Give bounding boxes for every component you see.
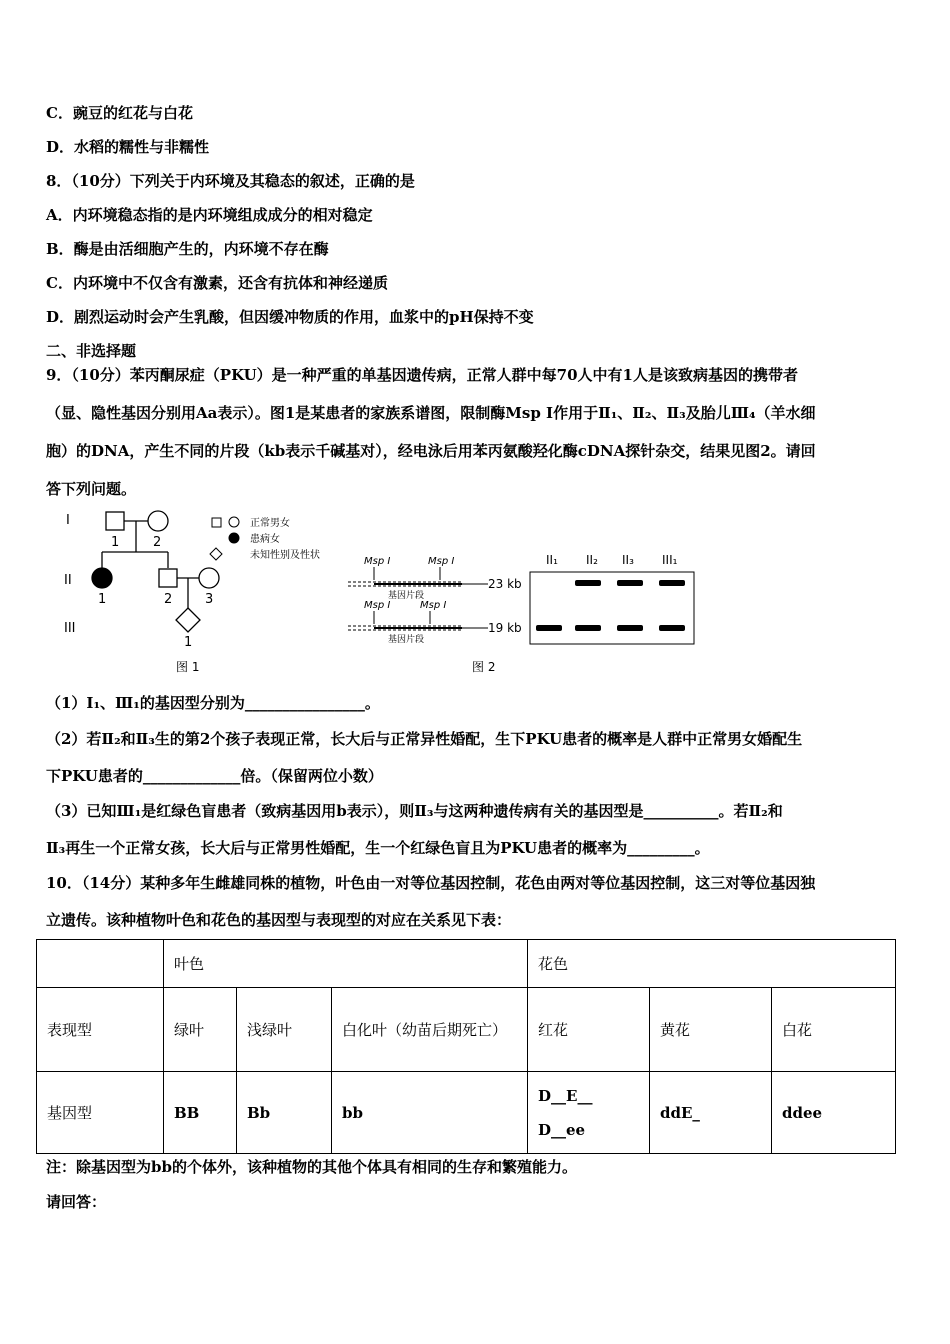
ii2-male-normal xyxy=(159,569,177,587)
num-i1: 1 xyxy=(111,535,120,550)
legend-circle-icon xyxy=(229,517,239,527)
q9-line1: 9．（10分）苯丙酮尿症（PKU）是一种严重的单基因遗传病，正常人群中每70人中有1人是该致病基因的携带者 xyxy=(46,366,798,384)
num-ii2: 2 xyxy=(164,592,173,607)
pheno-red-flower: 红花 xyxy=(528,988,650,1072)
size-label-23kb: 23 kb xyxy=(488,577,522,591)
band-iii1-19kb xyxy=(659,625,685,631)
iii1-unknown xyxy=(176,608,200,632)
band-iii1-23kb xyxy=(659,580,685,586)
legend-square-icon xyxy=(212,518,221,527)
msp-label-4: Msp I xyxy=(420,600,447,611)
geno-bb-recessive: bb xyxy=(332,1072,528,1154)
num-ii3: 3 xyxy=(205,592,214,607)
q9-line3: 胞）的DNA，产生不同的片段（kb表示千碱基对），经电泳后用苯丙氨酸羟化酶cDNA探针杂交，结果见图2。请回 xyxy=(46,442,816,460)
band-ii3-19kb xyxy=(617,625,643,631)
legend-unknown: 未知性别及性状 xyxy=(250,550,320,561)
header-flower-color: 花色 xyxy=(528,940,896,988)
q9-sub2-a: （2）若Ⅱ₂和Ⅱ₃生的第2个孩子表现正常，长大后与正常异性婚配，生下PKU患者的概率是人群中正常男女婚配生 xyxy=(46,730,803,748)
q9-line2: （显、隐性基因分别用Aa表示）。图1是某患者的家族系谱图，限制酶Msp I作用于Ⅱ₁、Ⅱ₂、Ⅱ₃及胎儿Ⅲ₄（羊水细 xyxy=(46,404,816,422)
option-d-prev: D．水稻的糯性与非糯性 xyxy=(46,138,210,156)
lane-label-4: III₁ xyxy=(662,553,678,567)
pedigree-chart xyxy=(64,511,320,674)
size-label-19kb: 19 kb xyxy=(488,621,522,635)
genotype-table xyxy=(36,939,896,1154)
q9-sub3-a: （3）已知Ⅲ₁是红绿色盲患者（致病基因用b表示），则Ⅱ₃与这两种遗传病有关的基因型是__________。若Ⅱ₂和 xyxy=(46,802,783,820)
q10-ask: 请回答： xyxy=(46,1193,107,1211)
geno-red-1: D__E__ xyxy=(538,1086,593,1105)
q10-line2: 立遗传。该种植物叶色和花色的基因型与表现型的对应在关系见下表： xyxy=(46,911,512,929)
lane-label-2: II₂ xyxy=(586,553,598,567)
pheno-white-flower: 白花 xyxy=(772,988,896,1072)
msp-label-1: Msp I xyxy=(364,556,391,567)
gen-label-ii: II xyxy=(64,573,72,588)
legend-normal: 正常男女 xyxy=(250,518,290,529)
ii1-female-affected xyxy=(92,568,112,588)
geno-bb-hetero: Bb xyxy=(237,1072,332,1154)
q8-option-b: B．酶是由活细胞产生的，内环境不存在酶 xyxy=(46,240,329,258)
q8-option-a: A．内环境稳态指的是内环境组成成分的相对稳定 xyxy=(46,206,373,224)
i1-male-normal xyxy=(106,512,124,530)
figures-svg xyxy=(58,506,708,676)
num-i2: 2 xyxy=(153,535,162,550)
header-leaf-color: 叶色 xyxy=(164,940,528,988)
msp-label-2: Msp I xyxy=(428,556,455,567)
section-title: 二、非选择题 xyxy=(46,342,137,360)
num-iii1: 1 xyxy=(184,635,193,650)
band-ii1-19kb xyxy=(536,625,562,631)
q9-line4: 答下列问题。 xyxy=(46,480,137,498)
q8-option-d: D．剧烈运动时会产生乳酸，但因缓冲物质的作用，血浆中的pH保持不变 xyxy=(46,308,534,326)
q9-sub2-b: 下PKU患者的_____________倍。（保留两位小数） xyxy=(46,767,383,785)
q9-sub1: （1）I₁、Ⅲ₁的基因型分别为________________。 xyxy=(46,694,380,712)
q8-stem: 8．（10分）下列关于内环境及其稳态的叙述，正确的是 xyxy=(46,172,415,190)
i2-female-normal xyxy=(148,511,168,531)
pheno-white-leaf: 白化叶（幼苗后期死亡） xyxy=(332,988,528,1072)
fragment-label-2: 基因片段 xyxy=(388,635,425,645)
gen-label-i: I xyxy=(66,513,70,528)
band-ii2-23kb xyxy=(575,580,601,586)
row-label-phenotype: 表现型 xyxy=(37,988,164,1072)
table-header-row xyxy=(37,940,896,988)
geno-yellow: ddE_ xyxy=(650,1072,772,1154)
blot-figure xyxy=(348,553,694,674)
ii3-female-normal xyxy=(199,568,219,588)
row-label-genotype: 基因型 xyxy=(37,1072,164,1154)
pheno-green: 绿叶 xyxy=(164,988,237,1072)
lane-label-1: II₁ xyxy=(546,553,558,567)
geno-bb-dominant: BB xyxy=(164,1072,237,1154)
figure-area xyxy=(58,506,708,676)
geno-red-2: D__ee xyxy=(538,1120,586,1139)
q8-option-c: C．内环境中不仅含有激素，还含有抗体和神经递质 xyxy=(46,274,388,292)
geno-red-cell xyxy=(528,1072,650,1154)
band-ii2-19kb xyxy=(575,625,601,631)
geno-white: ddee xyxy=(772,1072,896,1154)
lane-label-3: II₃ xyxy=(622,553,634,567)
band-ii3-23kb xyxy=(617,580,643,586)
fragment-label-1: 基因片段 xyxy=(388,591,425,601)
num-ii1: 1 xyxy=(98,592,107,607)
q10-note: 注：除基因型为bb的个体外，该种植物的其他个体具有相同的生存和繁殖能力。 xyxy=(46,1158,577,1176)
table-row-genotype xyxy=(37,1072,896,1154)
legend-affected: 患病女 xyxy=(250,534,280,545)
table-row-phenotype xyxy=(37,988,896,1072)
legend-diamond-icon xyxy=(210,548,222,560)
pheno-yellow-flower: 黄花 xyxy=(650,988,772,1072)
legend-affected-icon xyxy=(229,533,239,543)
q9-sub3-b: Ⅱ₃再生一个正常女孩，长大后与正常男性婚配，生一个红绿色盲且为PKU患者的概率为_________。 xyxy=(46,839,710,857)
figure2-caption: 图 2 xyxy=(472,660,496,674)
table-corner-cell xyxy=(37,940,164,988)
figure1-caption: 图 1 xyxy=(176,660,200,674)
pheno-lightgreen: 浅绿叶 xyxy=(237,988,332,1072)
gen-label-iii: III xyxy=(64,621,76,636)
q10-line1: 10．（14分）某种多年生雌雄同株的植物，叶色由一对等位基因控制，花色由两对等位基因控制，这三对等位基因独 xyxy=(46,874,816,892)
option-c-prev: C．豌豆的红花与白花 xyxy=(46,104,193,122)
msp-label-3: Msp I xyxy=(364,600,391,611)
